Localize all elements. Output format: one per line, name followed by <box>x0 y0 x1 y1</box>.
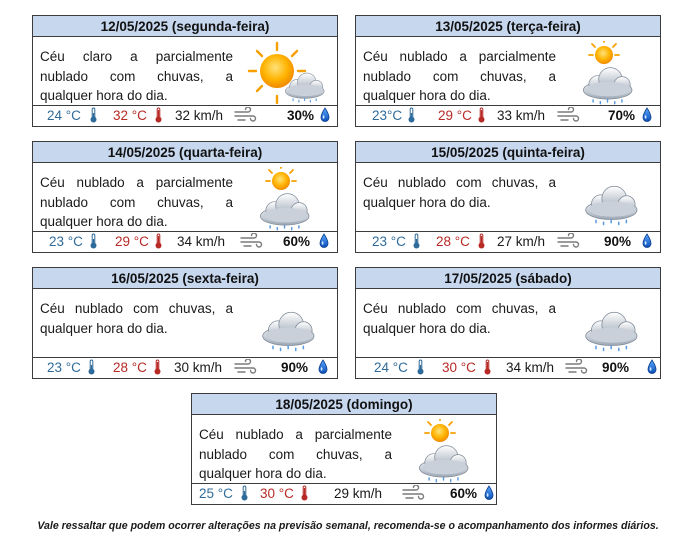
max-temp: 29 °C <box>115 234 149 249</box>
thermometer-cold-icon <box>88 359 95 375</box>
forecast-description: Céu claro a parcialmente nublado com chuvas, a qualquer hora do dia. <box>40 49 233 103</box>
wind-icon <box>233 107 257 123</box>
wind-speed: 27 km/h <box>497 234 546 249</box>
wind-icon <box>556 233 580 249</box>
forecast-date: 16/05/2025 (sexta-feira) <box>33 268 337 289</box>
raindrop-icon <box>647 359 657 375</box>
raindrop-icon <box>642 233 652 249</box>
min-temp: 23°C <box>372 108 403 123</box>
forecast-stats <box>33 357 337 378</box>
forecast-stats <box>33 105 337 126</box>
thermometer-cold-icon <box>408 107 415 123</box>
forecast-date: 15/05/2025 (quinta-feira) <box>356 142 660 163</box>
raindrop-icon <box>319 233 329 249</box>
raindrop-icon <box>484 485 494 501</box>
wind-icon <box>239 233 263 249</box>
max-temp: 29 °C <box>438 108 472 123</box>
max-temp: 32 °C <box>113 108 147 123</box>
forecast-stats <box>356 105 660 126</box>
rain-probability: 70% <box>608 108 636 123</box>
thermometer-hot-icon <box>478 233 485 249</box>
forecast-card <box>355 141 661 253</box>
min-temp: 24 °C <box>47 108 81 123</box>
forecast-stats <box>192 483 496 504</box>
thermometer-hot-icon <box>155 233 162 249</box>
max-temp: 30 °C <box>442 360 476 375</box>
forecast-card <box>32 141 338 253</box>
disclaimer-note: Vale ressaltar que podem ocorrer alterações na previsão semanal, recomenda-se o acompanhamento dos informes diários. <box>37 520 659 532</box>
thermometer-cold-icon <box>241 485 248 501</box>
thermometer-hot-icon <box>484 359 491 375</box>
forecast-stats <box>33 231 337 252</box>
wind-speed: 29 km/h <box>334 486 383 501</box>
wind-speed: 33 km/h <box>497 108 546 123</box>
forecast-date: 18/05/2025 (domingo) <box>192 394 496 415</box>
forecast-date: 14/05/2025 (quarta-feira) <box>33 142 337 163</box>
rain-probability: 30% <box>287 108 315 123</box>
forecast-stats <box>356 231 660 252</box>
min-temp: 23 °C <box>47 360 81 375</box>
thermometer-cold-icon <box>413 233 420 249</box>
min-temp: 23 °C <box>49 234 83 249</box>
raindrop-icon <box>320 107 330 123</box>
rain-probability: 90% <box>602 360 630 375</box>
rain-probability: 60% <box>450 486 478 501</box>
sun-cloud-rain-icon <box>245 41 331 110</box>
forecast-card <box>355 267 661 379</box>
cloud-rain-icon <box>245 293 331 362</box>
wind-icon <box>556 107 580 123</box>
forecast-card <box>355 15 661 127</box>
forecast-description: Céu nublado a parcialmente nublado com chuvas, a qualquer hora do dia. <box>199 427 392 481</box>
forecast-description: Céu nublado com chuvas, a qualquer hora do dia. <box>363 175 556 210</box>
forecast-description: Céu nublado com chuvas, a qualquer hora do dia. <box>363 301 556 336</box>
min-temp: 23 °C <box>372 234 406 249</box>
rain-probability: 90% <box>281 360 309 375</box>
rain-probability: 90% <box>604 234 632 249</box>
wind-icon <box>564 359 588 375</box>
rain-probability: 60% <box>283 234 311 249</box>
max-temp: 28 °C <box>113 360 147 375</box>
forecast-card <box>32 15 338 127</box>
thermometer-cold-icon <box>417 359 424 375</box>
raindrop-icon <box>318 359 328 375</box>
thermometer-hot-icon <box>155 107 162 123</box>
raindrop-icon <box>642 107 652 123</box>
max-temp: 28 °C <box>436 234 470 249</box>
forecast-description: Céu nublado com chuvas, a qualquer hora do dia. <box>40 301 233 336</box>
forecast-stats <box>356 357 660 378</box>
thermometer-hot-icon <box>301 485 308 501</box>
thermometer-cold-icon <box>90 233 97 249</box>
wind-icon <box>401 485 425 501</box>
cloud-rain-icon <box>568 293 654 362</box>
forecast-date: 12/05/2025 (segunda-feira) <box>33 16 337 37</box>
cloud-sun-rain-icon <box>245 167 331 236</box>
wind-speed: 30 km/h <box>174 360 223 375</box>
forecast-description: Céu nublado a parcialmente nublado com chuvas, a qualquer hora do dia. <box>40 175 233 229</box>
wind-speed: 32 km/h <box>175 108 224 123</box>
forecast-card <box>32 267 338 379</box>
wind-icon <box>233 359 257 375</box>
forecast-date: 13/05/2025 (terça-feira) <box>356 16 660 37</box>
cloud-sun-rain-icon <box>404 419 490 488</box>
min-temp: 24 °C <box>374 360 408 375</box>
thermometer-hot-icon <box>154 359 161 375</box>
max-temp: 30 °C <box>260 486 294 501</box>
thermometer-cold-icon <box>90 107 97 123</box>
thermometer-hot-icon <box>478 107 485 123</box>
wind-speed: 34 km/h <box>506 360 555 375</box>
forecast-date: 17/05/2025 (sábado) <box>356 268 660 289</box>
min-temp: 25 °C <box>199 486 233 501</box>
cloud-sun-rain-icon <box>568 41 654 110</box>
forecast-description: Céu nublado a parcialmente nublado com chuvas, a qualquer hora do dia. <box>363 49 556 103</box>
forecast-card <box>191 393 497 505</box>
wind-speed: 34 km/h <box>177 234 226 249</box>
cloud-rain-icon <box>568 167 654 236</box>
